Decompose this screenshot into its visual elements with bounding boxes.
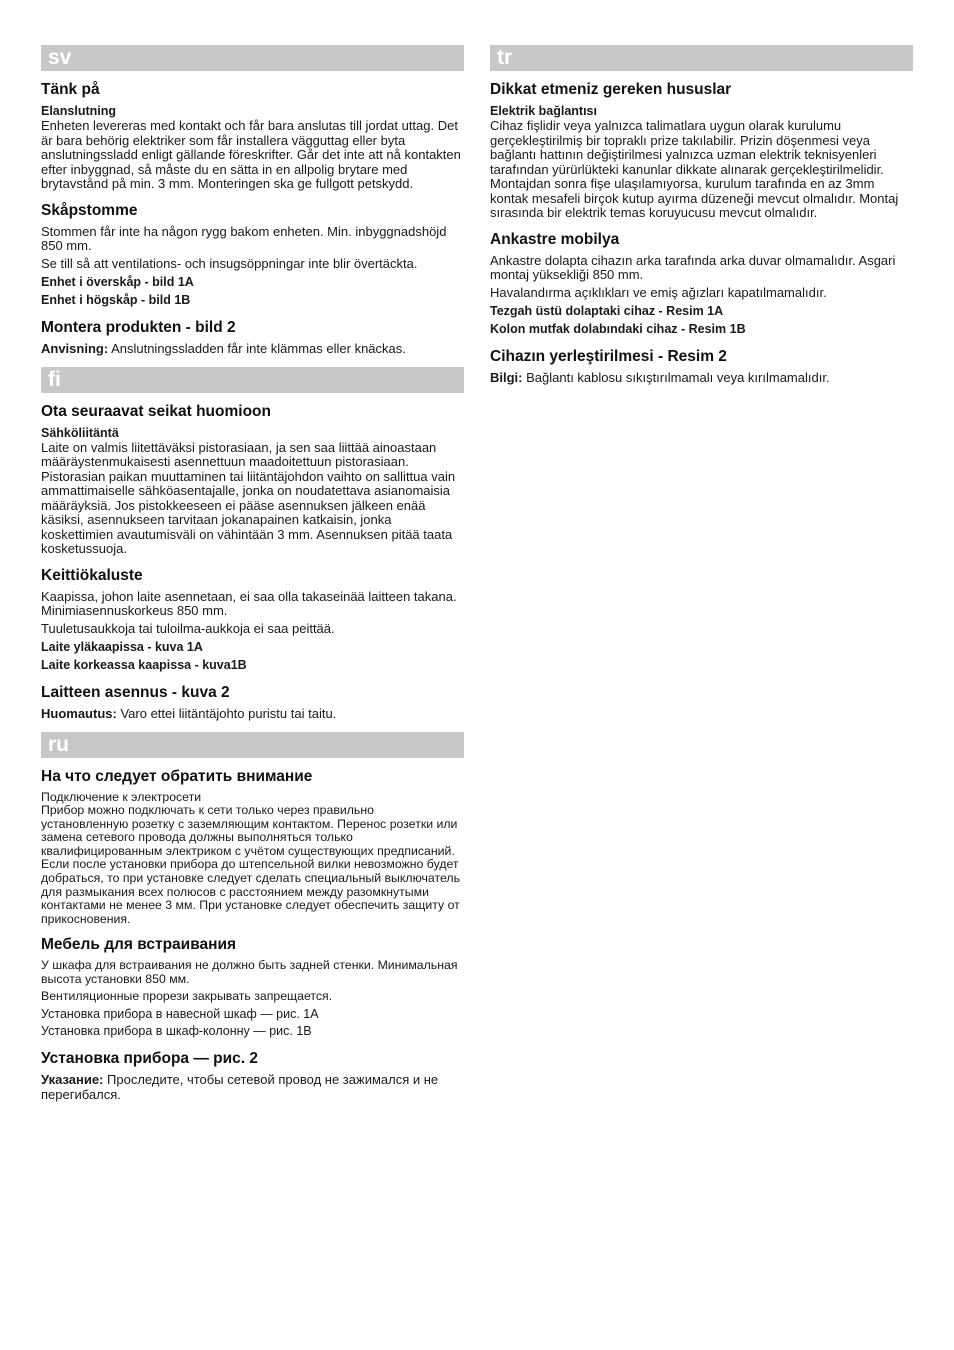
right-column — [490, 45, 913, 396]
heading-think-about: Dikkat etmeniz gereken hususlar — [490, 81, 732, 98]
figure-ref-1a: Tezgah üstü dolaptaki cihaz - Resim 1A — [490, 304, 724, 318]
note-label: Bilgi: — [490, 370, 523, 385]
subheading-electrical: Подключение к электросети — [41, 789, 202, 804]
figure-ref-1a: Laite yläkaapissa - kuva 1A — [41, 640, 203, 654]
section-tr — [490, 45, 913, 386]
language-bar-fi: fi — [41, 367, 464, 393]
heading-install: Установка прибора — рис. 2 — [41, 1050, 258, 1068]
note-label: Anvisning: — [41, 341, 109, 356]
figure-ref-1b: Kolon mutfak dolabındaki cihaz - Resim 1B — [490, 321, 746, 336]
paragraph-cabinet-2: Se till så att ventilations- och insugsöppningar inte blir övertäckta. — [41, 255, 418, 271]
heading-install: Montera produkten - bild 2 — [41, 319, 236, 336]
note-label: Huomautus: — [41, 706, 117, 721]
paragraph-cabinet-1: Kaapissa, johon laite asennetaan, ei saa olla takaseinää laitteen takana. Minimiasennuskorkeus 850 mm. — [41, 588, 457, 618]
figure-ref-1b: Laite korkeassa kaapissa - kuva1B — [41, 657, 247, 672]
heading-think-about: Tänk på — [41, 81, 100, 98]
note — [490, 371, 913, 386]
note-text: Проследите, чтобы сетевой провод не зажимался и не перегибался. — [41, 1072, 439, 1102]
note-text: Anslutningssladden får inte klämmas eller knäckas. — [108, 341, 406, 356]
note-text: Varo ettei liitäntäjohto puristu tai taitu. — [116, 706, 337, 721]
heading-cabinet: Keittiökaluste — [41, 566, 143, 584]
paragraph-cabinet-2: Tuuletusaukkoja tai tuloilma-aukkoja ei saa peittää. — [41, 620, 335, 636]
paragraph-cabinet-1: У шкафа для встраивания не должно быть задней стенки. Минимальная высота установки 850 мм. — [41, 958, 458, 987]
heading-install: Cihazın yerleştirilmesi - Resim 2 — [490, 348, 727, 365]
left-column — [41, 45, 464, 1112]
paragraph-cabinet-1: Stommen får inte ha någon rygg bakom enheten. Min. inbyggnadshöjd 850 mm. — [41, 223, 447, 253]
figure-ref-1b: Установка прибора в шкаф-колонну — рис. 1В — [41, 1024, 312, 1039]
note — [41, 707, 464, 722]
subheading-electrical: Elanslutning — [41, 104, 116, 118]
heading-install: Laitteen asennus - kuva 2 — [41, 684, 230, 701]
subheading-electrical: Sähköliitäntä — [41, 425, 119, 440]
figure-ref-1a: Установка прибора в навесной шкаф — рис. 1А — [41, 1007, 319, 1022]
paragraph-cabinet-1: Ankastre dolapta cihazın arka tarafında arka duvar olmamalıdır. Asgari montaj yüksekliği 850 mm. — [490, 252, 896, 282]
language-bar-tr: tr — [490, 45, 913, 71]
heading-cabinet: Ankastre mobilya — [490, 230, 620, 248]
figure-ref-1a: Enhet i överskåp - bild 1A — [41, 275, 194, 289]
paragraph-cabinet-2: Havalandırma açıklıkları ve emiş ağızları kapatılmamalıdır. — [490, 284, 827, 300]
paragraph-cabinet-2: Вентиляционные прорези закрывать запрещается. — [41, 988, 333, 1003]
figure-ref-1b: Enhet i högskåp - bild 1B — [41, 292, 191, 307]
note — [41, 1073, 464, 1102]
paragraph-electrical: Прибор можно подключать к сети только через правильно установленную розетку с заземляющим контактом. Перенос розетки или замена сетевого провода должны выполняться только квалифицированным электриком с учётом существующих предписаний. Если после установки прибора до штепсельной вилки невозможно будет добраться, то при установке следует сделать специальный выключатель для размыкания всех полюсов с расстоянием между разомкнутыми контактами не менее 3 мм. При установке следует обеспечить защиту от прикосновения. — [41, 803, 461, 926]
language-bar-ru: ru — [41, 732, 464, 758]
heading-think-about: Ota seuraavat seikat huomioon — [41, 402, 271, 420]
section-sv — [41, 45, 464, 357]
paragraph-electrical: Laite on valmis liitettäväksi pistorasiaan, ja sen saa liittää ainoastaan määräystenmukaisesti asennettuun maadoitettuun pistorasiaan. Pistorasian paikan muuttaminen tai liitäntäjohdon vaihto on sallittua vain ammattimaiselle sähköasentajalle, jonka on noudatettava asianomaisia määräyksiä. Jos pistokkeeseen ei pääse asennuksen jälkeen enää käsiksi, asennukseen tarvitaan jokanapainen katkaisin, jonka koskettimien avautumisväli on vähintään 3 mm. Asennuksen pitää taata kosketussuoja. — [41, 439, 456, 556]
subheading-electrical: Elektrik bağlantısı — [490, 104, 597, 118]
section-ru — [41, 732, 464, 1103]
heading-cabinet: Мебель для встраивания — [41, 936, 237, 954]
section-fi — [41, 367, 464, 722]
note — [41, 342, 464, 357]
paragraph-electrical: Cihaz fişlidir veya yalnızca talimatlara uygun olarak kurulumu gerçekleştirilmiş bir topraklı prize takılabilir. Prizin döşenmesi veya bağlantı hattının değiştirilmesi yalnızca uzman elektrik teknisyenleri tarafından yürürlükteki kanunlar dikkate alınarak gerçekleştirilmelidir. Montajdan sonra fişe ulaşılamıyorsa, kurulum tarafında en az 3mm kontak mesafeli birçok kutup ayırma düzeneği mevcut olmalıdır. Montaj sırasında bir elektrik temas koruyucusu mevcut olmalıdır. — [490, 118, 899, 220]
note-label: Указание: — [41, 1072, 104, 1088]
language-bar-sv: sv — [41, 45, 464, 71]
heading-think-about: На что следует обратить внимание — [41, 767, 313, 785]
note-text: Bağlantı kablosu sıkıştırılmamalı veya kırılmamalıdır. — [522, 370, 830, 385]
paragraph-electrical: Enheten levereras med kontakt och får bara anslutas till jordat uttag. Det är bara behörig elektriker som får installera vägguttag eller byta anslutningssladd enligt gällande föreskrifter. Går det inte att nå kontakten efter inbyggnad, så måste du en sätta in en allpolig brytare med brytavstånd på min. 3 mm. Monteringen ska ge fullgott petskydd. — [41, 118, 461, 191]
heading-cabinet: Skåpstomme — [41, 201, 138, 219]
